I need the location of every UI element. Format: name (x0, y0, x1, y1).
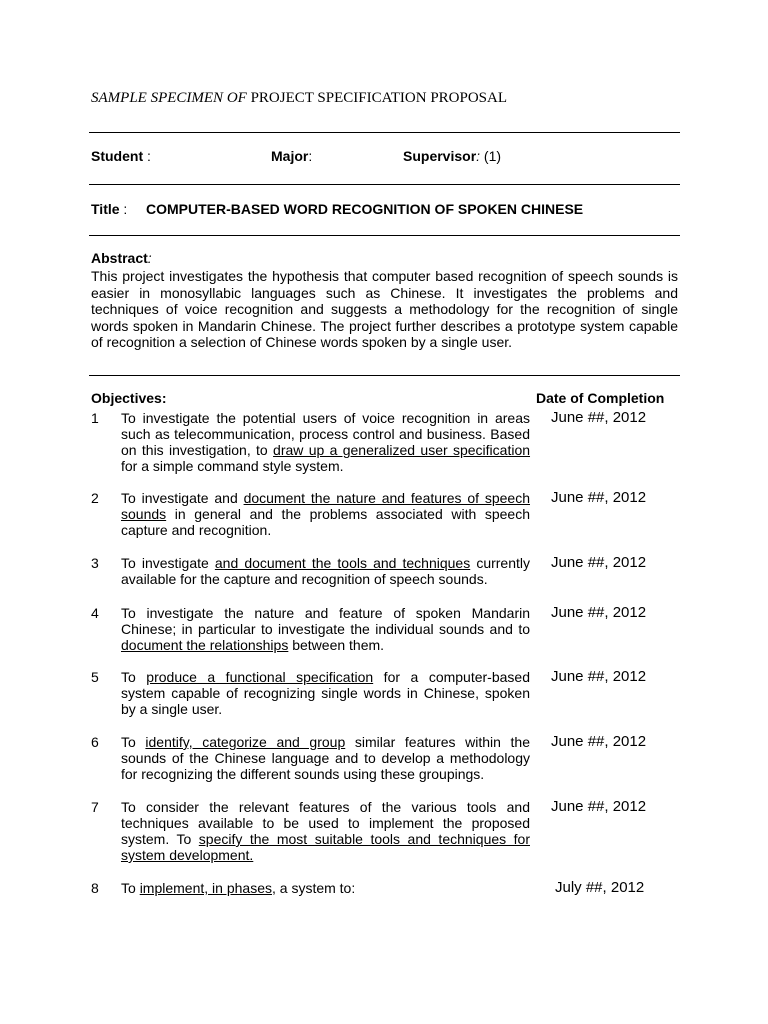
abstract-separator: : (147, 250, 152, 266)
objective-text-fragment: To consider the relevant features of the various tools and techniques available to be used to implement the proposed system. To (121, 799, 530, 847)
objective-text-fragment: To (121, 880, 140, 896)
abstract-paragraph: This project investigates the hypothesis that computer based recognition of speech sounds is easier in monosyllabic languages such as Chinese. It investigates the problems and techniques of voice recognition and suggests a methodology for the recognition of single words spoken in Mandarin Chinese. The project further describes a prototype system capable of recognition a selection of Chinese words spoken by a single user. (91, 268, 678, 350)
completion-date: June ##, 2012 (551, 798, 647, 815)
objective-text (121, 880, 530, 896)
completion-date: June ##, 2012 (551, 733, 647, 750)
objective-text (121, 669, 530, 717)
objective-text-fragment: similar features within the sounds of the Chinese language and to develop a methodology for recognizing the different sounds using these groupings. (121, 734, 530, 782)
major-field (271, 148, 312, 164)
objective-number: 2 (91, 490, 99, 506)
objective-underlined-phrase: specify the most suitable tools and techniques for system development. (121, 831, 530, 863)
completion-date: July ##, 2012 (555, 879, 645, 896)
title-separator: : (119, 201, 128, 217)
objective-number: 5 (91, 669, 99, 685)
objective-number: 6 (91, 734, 99, 750)
objective-text-fragment: To investigate the potential users of voice recognition in areas such as telecommunication, process control and business. Based on this investigation, to (121, 410, 530, 458)
objective-underlined-phrase: identify, categorize and group (145, 734, 346, 750)
supervisor-separator: : (476, 148, 481, 164)
completion-date: June ##, 2012 (551, 554, 647, 571)
objective-underlined-phrase: and document the tools and techniques (214, 555, 471, 571)
abstract-label: Abstract (91, 250, 148, 266)
student-separator: : (143, 148, 151, 164)
objective-number: 3 (91, 555, 99, 571)
objective-text-fragment: To investigate (121, 555, 215, 571)
objective-text-fragment: To (121, 734, 146, 750)
objective-text-fragment: To investigate the nature and feature of spoken Mandarin Chinese; in particular to investigate the individual sounds and to (121, 605, 530, 637)
objective-text-fragment: currently available for the capture and recognition of speech sounds. (121, 555, 530, 587)
title-row (91, 201, 584, 217)
objective-number: 1 (91, 410, 99, 426)
objective-number: 7 (91, 799, 99, 815)
title-label: Title (91, 201, 120, 217)
document-heading (91, 90, 507, 107)
objective-underlined-phrase: produce a functional specification (146, 669, 374, 685)
supervisor-field (403, 148, 501, 164)
objective-text (121, 555, 530, 587)
supervisor-label: Supervisor (403, 148, 477, 164)
objective-text (121, 490, 530, 538)
objective-text-fragment: To investigate and (121, 490, 244, 506)
objectives-heading: Objectives: (91, 390, 167, 406)
student-label: Student (91, 148, 144, 164)
major-separator: : (308, 148, 313, 164)
objective-text-fragment: , a system to: (271, 880, 356, 896)
completion-date: June ##, 2012 (551, 668, 647, 685)
objective-underlined-phrase: draw up a generalized user specification (273, 442, 531, 458)
abstract-heading (91, 250, 152, 266)
completion-date: June ##, 2012 (551, 409, 647, 426)
student-field (91, 148, 151, 164)
objective-text-fragment: in general and the problems associated with speech capture and recognition. (121, 506, 530, 538)
supervisor-value: (1) (480, 148, 502, 164)
objective-text-fragment: between them. (288, 637, 385, 653)
objective-text-fragment: for a simple command style system. (121, 458, 344, 474)
objective-underlined-phrase: implement, in phases (139, 880, 272, 896)
objective-text (121, 799, 530, 863)
divider-title (89, 235, 680, 236)
heading-rest: PROJECT SPECIFICATION PROPOSAL (246, 90, 508, 106)
divider-top (89, 132, 680, 133)
divider-abstract (89, 375, 680, 376)
objective-underlined-phrase: document the nature and features of speech sounds (121, 490, 530, 522)
completion-date: June ##, 2012 (551, 604, 647, 621)
project-title: COMPUTER-BASED WORD RECOGNITION OF SPOKEN CHINESE (146, 201, 584, 217)
objective-text (121, 410, 530, 474)
objective-text-fragment: for a computer-based system capable of recognizing single words in Chinese, spoken by a single user. (121, 669, 530, 717)
objective-number: 8 (91, 880, 99, 896)
major-label: Major (271, 148, 309, 164)
objective-number: 4 (91, 605, 99, 621)
completion-date: June ##, 2012 (551, 489, 647, 506)
objective-text-fragment: To (121, 669, 147, 685)
divider-info (89, 184, 680, 185)
objective-underlined-phrase: document the relationships (121, 637, 289, 653)
objective-text (121, 734, 530, 782)
objective-text (121, 605, 530, 653)
date-of-completion-heading: Date of Completion (536, 390, 665, 406)
heading-italic: SAMPLE SPECIMEN OF (91, 90, 247, 106)
